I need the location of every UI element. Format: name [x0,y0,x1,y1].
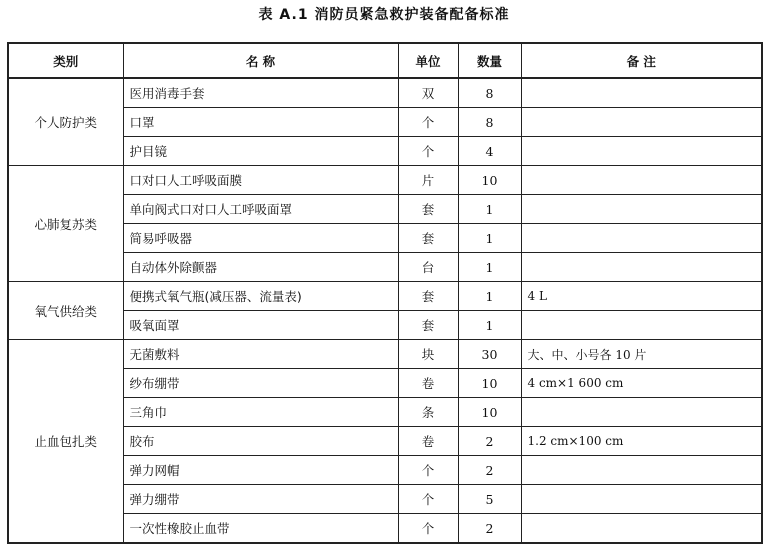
category-cell: 个人防护类 [8,78,123,166]
name-cell: 单向阀式口对口人工呼吸面罩 [123,195,398,224]
note-cell [521,398,762,427]
quantity-cell: 8 [458,108,521,137]
unit-cell: 块 [398,340,458,369]
unit-cell: 套 [398,311,458,340]
name-cell: 胶布 [123,427,398,456]
header-note: 备 注 [521,43,762,78]
header-name: 名 称 [123,43,398,78]
quantity-cell: 2 [458,456,521,485]
unit-cell: 个 [398,514,458,544]
quantity-cell: 10 [458,369,521,398]
quantity-cell: 30 [458,340,521,369]
name-cell: 简易呼吸器 [123,224,398,253]
header-quantity: 数量 [458,43,521,78]
unit-cell: 台 [398,253,458,282]
category-cell: 心肺复苏类 [8,166,123,282]
name-cell: 自动体外除颤器 [123,253,398,282]
name-cell: 医用消毒手套 [123,78,398,108]
unit-cell: 个 [398,485,458,514]
category-cell: 氧气供给类 [8,282,123,340]
quantity-cell: 2 [458,427,521,456]
quantity-cell: 5 [458,485,521,514]
quantity-cell: 4 [458,137,521,166]
quantity-cell: 1 [458,311,521,340]
header-category: 类别 [8,43,123,78]
name-cell: 吸氧面罩 [123,311,398,340]
name-cell: 弹力网帽 [123,456,398,485]
equipment-table [7,42,763,544]
name-cell: 三角巾 [123,398,398,427]
table-row [8,166,762,195]
note-cell [521,137,762,166]
quantity-cell: 1 [458,282,521,311]
table-body [8,78,762,543]
unit-cell: 条 [398,398,458,427]
quantity-cell: 1 [458,224,521,253]
unit-cell: 卷 [398,369,458,398]
unit-cell: 卷 [398,427,458,456]
unit-cell: 个 [398,137,458,166]
quantity-cell: 2 [458,514,521,544]
unit-cell: 套 [398,282,458,311]
note-cell: 4 L [521,282,762,311]
category-cell: 止血包扎类 [8,340,123,544]
name-cell: 口对口人工呼吸面膜 [123,166,398,195]
unit-cell: 双 [398,78,458,108]
note-cell [521,78,762,108]
quantity-cell: 1 [458,195,521,224]
note-cell [521,311,762,340]
note-cell [521,456,762,485]
quantity-cell: 1 [458,253,521,282]
note-cell [521,253,762,282]
name-cell: 一次性橡胶止血带 [123,514,398,544]
table-title: 表 A.1 消防员紧急救护装备配备标准 [258,7,510,23]
unit-cell: 片 [398,166,458,195]
unit-cell: 个 [398,456,458,485]
note-cell: 大、中、小号各 10 片 [521,340,762,369]
note-cell: 1.2 cm×100 cm [521,427,762,456]
unit-cell: 个 [398,108,458,137]
quantity-cell: 8 [458,78,521,108]
note-cell [521,224,762,253]
quantity-cell: 10 [458,166,521,195]
name-cell: 纱布绷带 [123,369,398,398]
note-cell [521,485,762,514]
unit-cell: 套 [398,224,458,253]
table-row [8,340,762,369]
name-cell: 便携式氧气瓶(减压器、流量表) [123,282,398,311]
quantity-cell: 10 [458,398,521,427]
name-cell: 护目镜 [123,137,398,166]
header-row [8,43,762,78]
note-cell [521,166,762,195]
note-cell: 4 cm×1 600 cm [521,369,762,398]
name-cell: 弹力绷带 [123,485,398,514]
name-cell: 口罩 [123,108,398,137]
table-row [8,78,762,108]
note-cell [521,514,762,544]
note-cell [521,108,762,137]
name-cell: 无菌敷料 [123,340,398,369]
table-row [8,282,762,311]
note-cell [521,195,762,224]
unit-cell: 套 [398,195,458,224]
header-unit: 单位 [398,43,458,78]
